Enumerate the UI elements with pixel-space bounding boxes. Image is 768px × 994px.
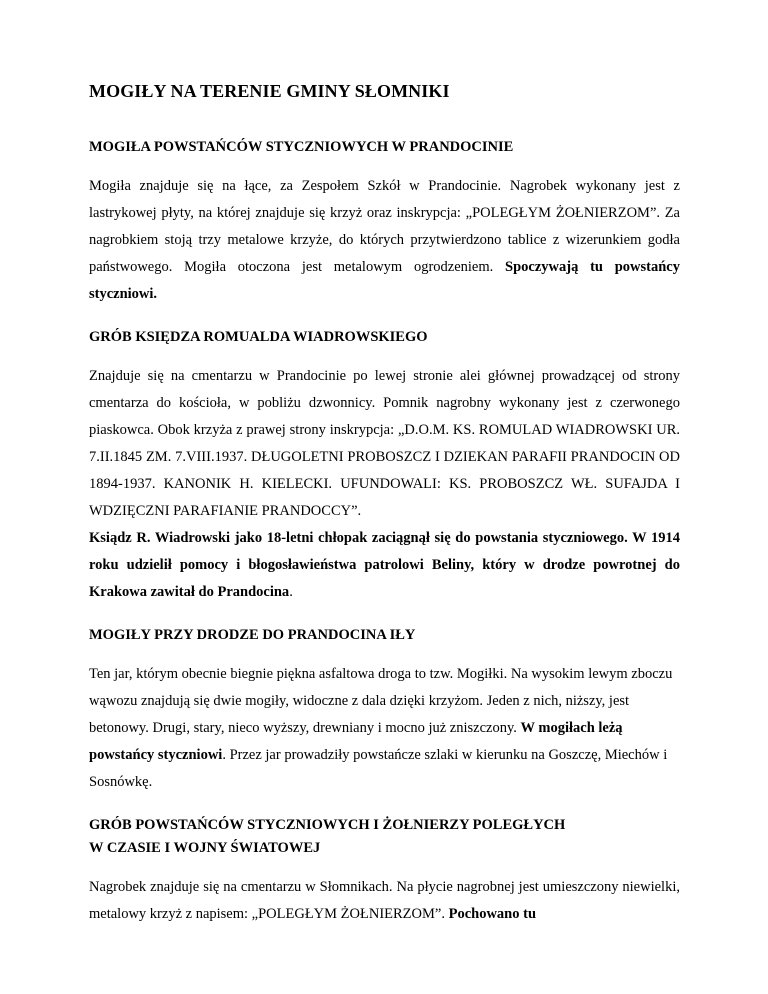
paragraph-text: Znajduje się na cmentarzu w Prandocinie po lewej stronie alei głównej prowadzącej od strony cmentarza do kościoła, w pobliżu dzwonnicy. Pomnik nagrobny wykonany jest z czerwonego piaskowca. Obok krzyża z prawej strony inskrypcja: „D.O.M. KS. ROMULAD WIADROWSKI UR. 7.II.1845 ZM. 7.VIII.1937. DŁUGOLETNI PROBOSZCZ I DZIEKAN PARAFII PRANDOCIN OD 1894-1937. KANONIK H. KIELECKI. UFUNDOWALI: KS. PROBOSZCZ WŁ. SUFAJDA I WDZIĘCZNI PARAFIANIE PRANDOCCY”.: [89, 368, 680, 519]
section-grob-slomniki: [89, 814, 680, 928]
document-title: MOGIŁY NA TERENIE GMINY SŁOMNIKI: [89, 81, 450, 101]
section-paragraph: [89, 874, 680, 928]
section-powstancy-prandocin: [89, 136, 680, 308]
section-heading: [89, 814, 680, 860]
section-heading: MOGIŁA POWSTAŃCÓW STYCZNIOWYCH W PRANDOCINIE: [89, 139, 514, 155]
paragraph-tail: .: [289, 584, 293, 600]
section-paragraph: [89, 363, 680, 525]
section-paragraph: [89, 661, 680, 796]
section-heading: MOGIŁY PRZY DRODZE DO PRANDOCINA IŁY: [89, 627, 416, 643]
section-mogily-przy-drodze: [89, 624, 680, 796]
paragraph-bold-text: W mogiłach leżą powstańcy styczniowi: [89, 720, 623, 763]
section-paragraph-bold: [89, 525, 680, 606]
section-heading-line-1: GRÓB POWSTAŃCÓW STYCZNIOWYCH I ŻOŁNIERZY POLEGŁYCH: [89, 817, 566, 833]
paragraph-bold-text: Ksiądz R. Wiadrowski jako 18-letni chłopak zaciągnął się do powstania styczniowego. W 1914 roku udzielił pomocy i błogosławieństwa patrolowi Beliny, który w drodze powrotnej do Krakowa zawitał do Prandocina: [89, 530, 680, 600]
section-grob-wiadrowskiego: [89, 326, 680, 606]
paragraph-text: Mogiła znajduje się na łące, za Zespołem Szkół w Prandocinie. Nagrobek wykonany jest z lastrykowej płyty, na której znajduje się krzyż oraz inskrypcja: „POLEGŁYM ŻOŁNIERZOM”. Za nagrobkiem stoją trzy metalowe krzyże, do których przytwierdzono tablice z wizerunkiem godła państwowego. Mogiła otoczona jest metalowym ogrodzeniem.: [89, 178, 680, 275]
paragraph-bold-text: Pochowano tu: [448, 906, 537, 922]
paragraph-bold-text: Spoczywają tu powstańcy styczniowi.: [89, 259, 680, 302]
paragraph-text: Ten jar, którym obecnie biegnie piękna asfaltowa droga to tzw. Mogiłki. Na wysokim lewym zboczu wąwozu znajdują się dwie mogiły, widoczne z dala dzięki krzyżom. Jeden z nich, niższy, jest betonowy. Drugi, stary, nieco wyższy, drewniany i mocno już zniszczony.: [89, 666, 673, 736]
paragraph-text: Nagrobek znajduje się na cmentarzu w Słomnikach. Na płycie nagrobnej jest umieszczony niewielki, metalowy krzyż z napisem: „POLEGŁYM ŻOŁNIERZOM”.: [89, 879, 680, 922]
section-heading-line-2: W CZASIE I WOJNY ŚWIATOWEJ: [89, 840, 321, 856]
section-paragraph: [89, 173, 680, 308]
paragraph-tail: . Przez jar prowadziły powstańcze szlaki w kierunku na Goszczę, Miechów i Sosnówkę.: [89, 747, 668, 790]
section-heading: GRÓB KSIĘDZA ROMUALDA WIADROWSKIEGO: [89, 329, 428, 345]
